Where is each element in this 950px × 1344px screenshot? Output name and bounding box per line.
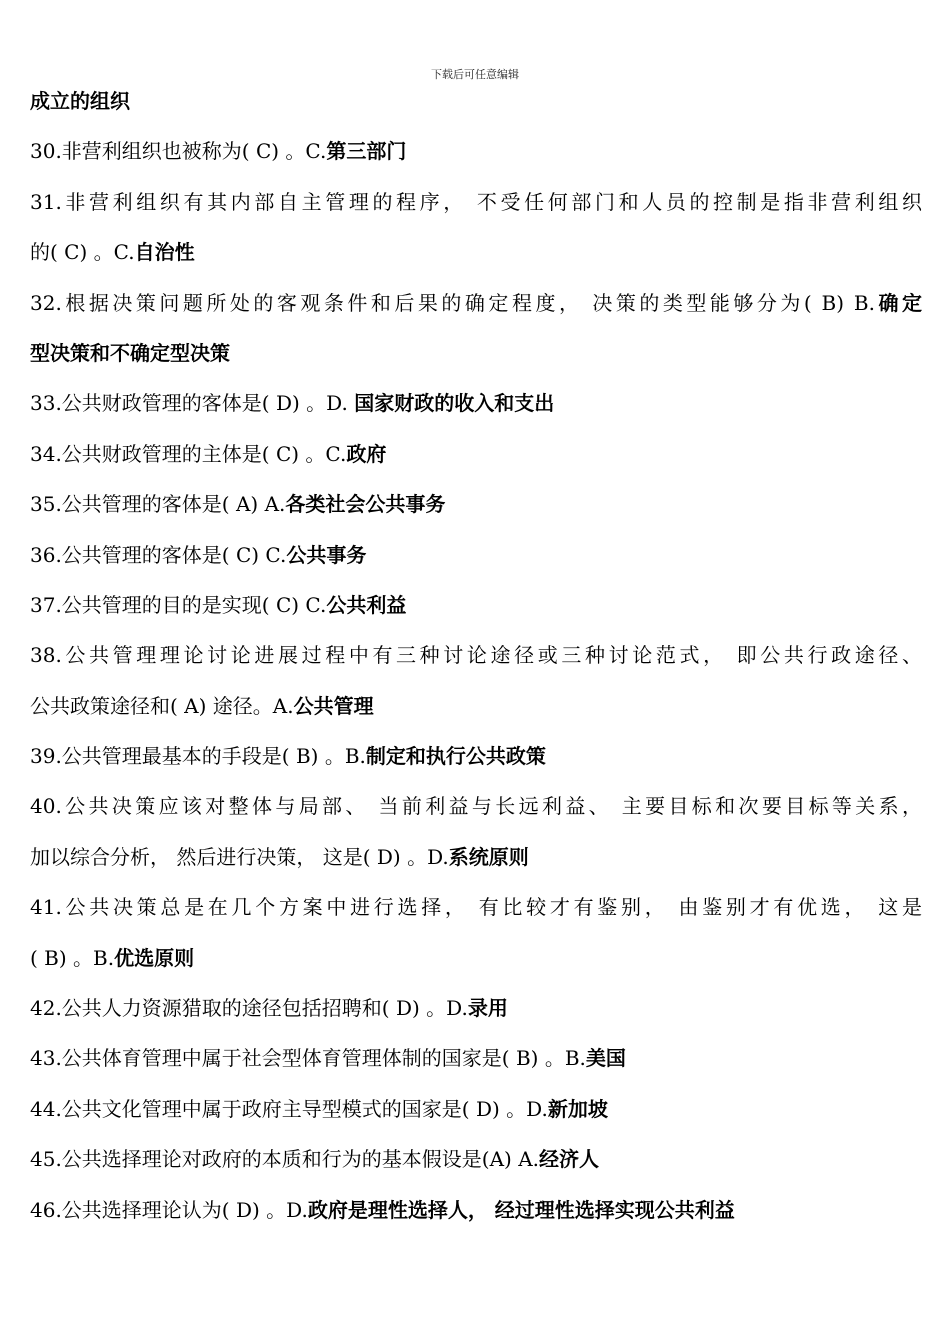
text-line	[30, 1134, 922, 1184]
text-line	[30, 328, 922, 378]
text-line	[30, 479, 922, 529]
question-text: 42.公共人力资源猎取的途径包括招聘和( D) 。D.	[30, 996, 468, 1021]
text-line	[30, 126, 922, 176]
text-line	[30, 933, 922, 983]
question-text: 38.公共管理理论讨论进展过程中有三种讨论途径或三种讨论范式， 即公共行政途径、	[30, 643, 922, 668]
text-line	[30, 983, 922, 1033]
answer-text: 公共利益	[326, 592, 407, 617]
text-line	[30, 781, 922, 831]
question-text: ( B) 。B.	[30, 945, 115, 970]
question-text: 32.根据决策问题所处的客观条件和后果的确定程度， 决策的类型能够分为( B) B.	[30, 290, 875, 315]
answer-text: 国家财政的收入和支出	[354, 391, 555, 416]
question-text: 31.非营利组织有其内部自主管理的程序， 不受任何部门和人员的控制是指非营利组织	[30, 189, 922, 214]
text-line	[30, 227, 922, 277]
question-text: 39.公共管理最基本的手段是( B) 。B.	[30, 744, 366, 769]
text-line	[30, 530, 922, 580]
question-text: 41.公共决策总是在几个方案中进行选择， 有比较才有鉴别， 由鉴别才有优选， 这是	[30, 895, 922, 920]
answer-text: 制定和执行公共政策	[365, 744, 546, 769]
text-line	[30, 378, 922, 428]
text-line	[30, 1033, 922, 1083]
text-line	[30, 429, 922, 479]
answer-text: 自治性	[134, 240, 195, 265]
question-text: 43.公共体育管理中属于社会型体育管理体制的国家是( B) 。B.	[30, 1046, 586, 1071]
text-line	[30, 278, 922, 328]
question-text: 33.公共财政管理的客体是( D) 。D.	[30, 391, 355, 416]
text-line	[30, 580, 922, 630]
question-text: 40.公共决策应该对整体与局部、 当前利益与长远利益、 主要目标和次要目标等关系，	[30, 794, 922, 819]
text-line	[30, 630, 922, 680]
text-line	[30, 1185, 922, 1235]
question-text: 的( C) 。C.	[30, 240, 135, 265]
answer-text: 新加坡	[547, 1096, 608, 1121]
answer-text: 系统原则	[448, 844, 529, 869]
question-text: 45.公共选择理论对政府的本质和行为的基本假设是(A) A.	[30, 1147, 540, 1172]
answer-text: 录用	[467, 996, 508, 1021]
answer-text: 公共事务	[286, 542, 367, 567]
question-text: 34.公共财政管理的主体是( C) 。C.	[30, 441, 347, 466]
answer-text: 美国	[585, 1046, 626, 1071]
question-text: 44.公共文化管理中属于政府主导型模式的国家是( D) 。D.	[30, 1096, 548, 1121]
document-body	[30, 76, 922, 1235]
question-text: 35.公共管理的客体是( A) A.	[30, 492, 286, 517]
text-line	[30, 832, 922, 882]
text-line	[30, 76, 922, 126]
answer-text: 各类社会公共事务	[285, 492, 446, 517]
answer-text: 优选原则	[114, 945, 195, 970]
answer-text: 确定	[874, 290, 922, 315]
text-line	[30, 882, 922, 932]
question-text: 36.公共管理的客体是( C) C.	[30, 542, 287, 567]
text-line	[30, 177, 922, 227]
question-text: 公共政策途径和( A) 途径。A.	[30, 693, 294, 718]
answer-text: 政府	[346, 441, 387, 466]
question-text: 30.非营利组织也被称为( C) 。C.	[30, 139, 327, 164]
question-text: 46.公共选择理论认为( D) 。D.	[30, 1197, 308, 1222]
answer-text: 政府是理性选择人， 经过理性选择实现公共利益	[307, 1197, 735, 1222]
question-text: 37.公共管理的目的是实现( C) C.	[30, 592, 327, 617]
text-line	[30, 681, 922, 731]
answer-text: 型决策和不确定型决策	[30, 340, 230, 365]
answer-text: 经济人	[539, 1147, 600, 1172]
text-line	[30, 1084, 922, 1134]
question-text: 加以综合分析， 然后进行决策， 这是( D) 。D.	[30, 844, 449, 869]
answer-text: 第三部门	[326, 139, 407, 164]
text-line	[30, 731, 922, 781]
answer-text: 公共管理	[293, 693, 374, 718]
page-header: 下载后可任意编辑	[431, 68, 519, 81]
answer-text: 成立的组织	[30, 89, 130, 113]
